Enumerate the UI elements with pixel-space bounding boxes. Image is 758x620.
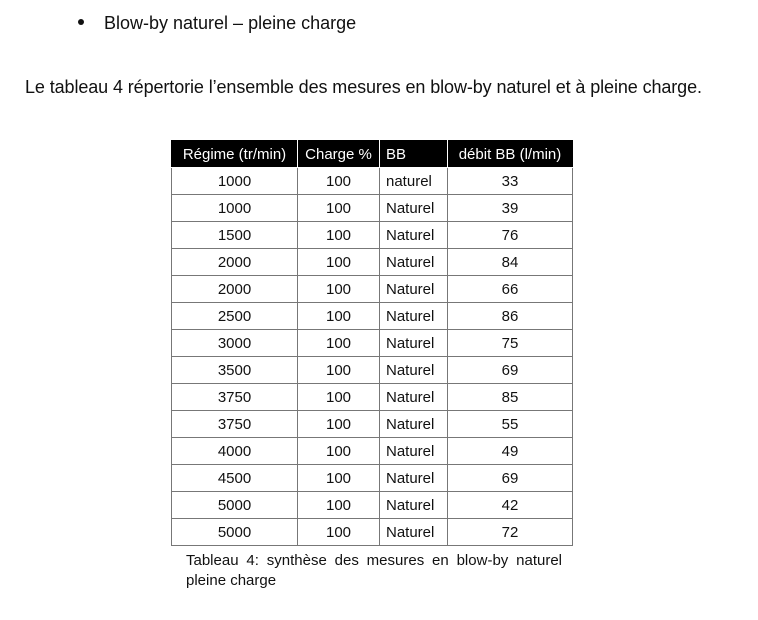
cell-bb: Naturel (380, 249, 448, 276)
cell-bb: Naturel (380, 384, 448, 411)
cell-charge: 100 (298, 276, 380, 303)
table-row (172, 384, 573, 411)
cell-charge: 100 (298, 303, 380, 330)
cell-charge: 100 (298, 465, 380, 492)
cell-bb: Naturel (380, 276, 448, 303)
cell-debit: 49 (448, 438, 573, 465)
cell-regime: 2000 (172, 249, 298, 276)
cell-debit: 86 (448, 303, 573, 330)
cell-regime: 3750 (172, 384, 298, 411)
table-row (172, 168, 573, 195)
cell-debit: 76 (448, 222, 573, 249)
cell-debit: 85 (448, 384, 573, 411)
cell-debit: 69 (448, 357, 573, 384)
cell-regime: 5000 (172, 519, 298, 546)
cell-regime: 4500 (172, 465, 298, 492)
cell-bb: Naturel (380, 303, 448, 330)
cell-charge: 100 (298, 195, 380, 222)
table-row (172, 249, 573, 276)
header-bb: BB (380, 141, 448, 168)
cell-charge: 100 (298, 411, 380, 438)
intro-paragraph: Le tableau 4 répertorie l’ensemble des mesures en blow-by naturel et à pleine charge. (25, 77, 702, 97)
cell-regime: 1500 (172, 222, 298, 249)
cell-debit: 55 (448, 411, 573, 438)
cell-regime: 2500 (172, 303, 298, 330)
bullet-dot-icon (78, 19, 84, 25)
cell-regime: 3750 (172, 411, 298, 438)
cell-bb: Naturel (380, 492, 448, 519)
cell-bb: Naturel (380, 465, 448, 492)
cell-debit: 42 (448, 492, 573, 519)
bullet-text: Blow-by naturel – pleine charge (104, 13, 357, 33)
cell-bb: Naturel (380, 438, 448, 465)
cell-regime: 2000 (172, 276, 298, 303)
cell-bb: Naturel (380, 357, 448, 384)
cell-charge: 100 (298, 438, 380, 465)
cell-regime: 3000 (172, 330, 298, 357)
cell-regime: 1000 (172, 168, 298, 195)
table-row (172, 411, 573, 438)
cell-charge: 100 (298, 222, 380, 249)
cell-debit: 39 (448, 195, 573, 222)
cell-debit: 84 (448, 249, 573, 276)
table-row (172, 276, 573, 303)
cell-bb: Naturel (380, 330, 448, 357)
table-row (172, 195, 573, 222)
cell-bb: Naturel (380, 195, 448, 222)
table-body (172, 168, 573, 546)
measurements-table (171, 140, 573, 546)
cell-bb: Naturel (380, 411, 448, 438)
table-row (172, 222, 573, 249)
cell-charge: 100 (298, 519, 380, 546)
cell-charge: 100 (298, 357, 380, 384)
cell-debit: 69 (448, 465, 573, 492)
cell-charge: 100 (298, 168, 380, 195)
header-debit: débit BB (l/min) (448, 141, 573, 168)
table-row (172, 303, 573, 330)
header-regime: Régime (tr/min) (172, 141, 298, 168)
cell-debit: 75 (448, 330, 573, 357)
cell-bb: naturel (380, 168, 448, 195)
cell-regime: 3500 (172, 357, 298, 384)
table-caption: Tableau 4: synthèse des mesures en blow-by naturel pleine charge (186, 552, 562, 589)
cell-regime: 4000 (172, 438, 298, 465)
cell-bb: Naturel (380, 519, 448, 546)
table-row (172, 519, 573, 546)
table-row (172, 438, 573, 465)
table-row (172, 492, 573, 519)
bullet-item (78, 13, 356, 34)
table-row (172, 330, 573, 357)
cell-charge: 100 (298, 384, 380, 411)
cell-charge: 100 (298, 330, 380, 357)
cell-debit: 33 (448, 168, 573, 195)
cell-charge: 100 (298, 492, 380, 519)
cell-debit: 66 (448, 276, 573, 303)
table-row (172, 465, 573, 492)
header-charge: Charge % (298, 141, 380, 168)
cell-charge: 100 (298, 249, 380, 276)
cell-regime: 5000 (172, 492, 298, 519)
table-header-row (172, 141, 573, 168)
table-row (172, 357, 573, 384)
cell-bb: Naturel (380, 222, 448, 249)
cell-debit: 72 (448, 519, 573, 546)
cell-regime: 1000 (172, 195, 298, 222)
